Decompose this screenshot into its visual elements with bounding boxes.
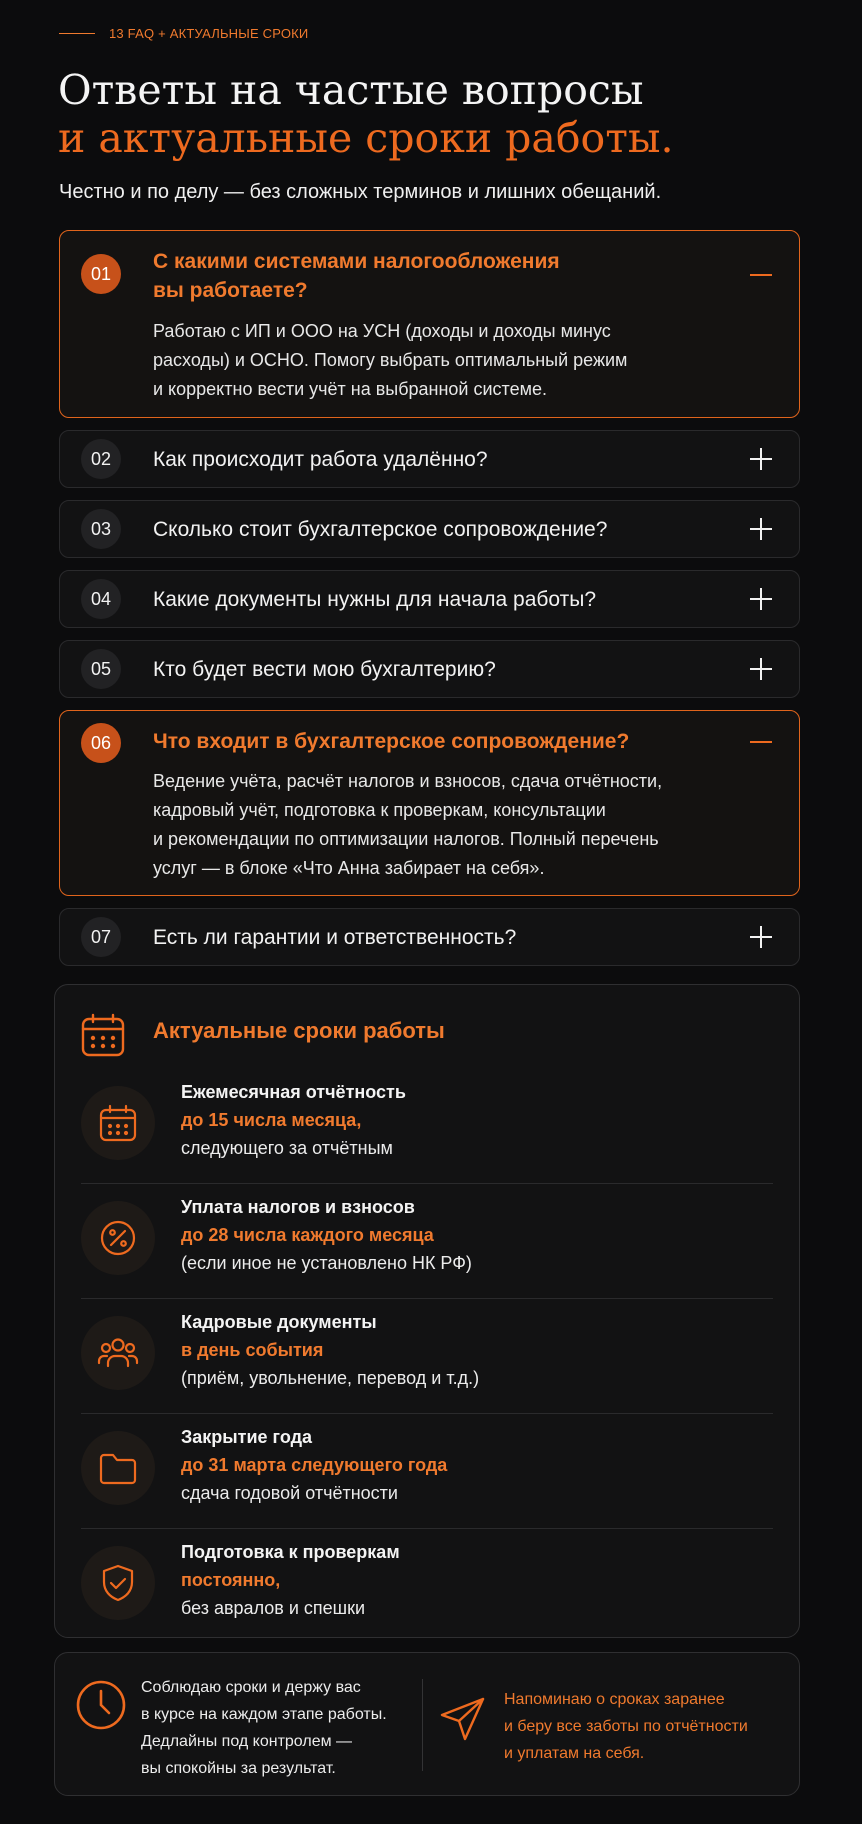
deadline-row	[81, 1414, 773, 1529]
faq-answer-line: расходы) и ОСНО. Помогу выбрать оптимальный режим	[153, 350, 628, 370]
deadline-term: постоянно,	[181, 1570, 281, 1590]
faq-question[interactable]: Что входит в бухгалтерское сопровождение?	[153, 730, 630, 753]
commitment-text	[141, 1674, 421, 1782]
paper-plane-icon	[439, 1695, 487, 1743]
deadline-note: (если иное не установлено НК РФ)	[181, 1253, 472, 1273]
reminder-text	[504, 1686, 789, 1767]
plus-icon[interactable]	[750, 588, 772, 610]
faq-answer	[153, 767, 753, 883]
deadline-label: Кадровые документы	[181, 1312, 377, 1332]
faq-answer-line: Работаю с ИП и ООО на УСН (доходы и доходы минус	[153, 321, 611, 341]
calendar-icon	[81, 1086, 155, 1160]
faq-number: 03	[81, 509, 121, 549]
faq-answer-line: и корректно вести учёт на выбранной системе.	[153, 379, 547, 399]
collapse-icon[interactable]	[750, 264, 772, 286]
deadline-term: до 15 числа месяца,	[181, 1110, 362, 1130]
title-line-2: и актуальные сроки работы.	[58, 114, 674, 162]
eyebrow-line	[59, 33, 95, 34]
faq-answer-line: кадровый учёт, подготовка к проверкам, консультации	[153, 800, 606, 820]
deadline-row	[81, 1184, 773, 1299]
shield-check-icon	[81, 1546, 155, 1620]
deadlines-title: Актуальные сроки работы	[153, 1018, 445, 1043]
deadline-note: (приём, увольнение, перевод и т.д.)	[181, 1368, 480, 1388]
deadline-row	[81, 1299, 773, 1414]
faq-item-01[interactable]	[59, 230, 800, 418]
section-eyebrow	[59, 26, 308, 41]
page-title	[58, 66, 674, 162]
faq-answer-line: и рекомендации по оптимизации налогов. Полный перечень	[153, 829, 659, 849]
plus-icon[interactable]	[750, 518, 772, 540]
deadline-label: Ежемесячная отчётность	[181, 1082, 406, 1102]
faq-question-line-1: С какими системами налогообложения	[153, 250, 560, 273]
deadline-note: без авралов и спешки	[181, 1598, 366, 1618]
faq-item-02[interactable]	[59, 430, 800, 488]
faq-question[interactable]: Сколько стоит бухгалтерское сопровождение?	[153, 518, 608, 541]
deadline-note: сдача годовой отчётности	[181, 1483, 398, 1503]
calendar-icon	[80, 1012, 126, 1058]
faq-item-04[interactable]	[59, 570, 800, 628]
plus-icon[interactable]	[750, 658, 772, 680]
faq-number: 06	[81, 723, 121, 763]
commitment-line: в курсе на каждом этапе работы.	[141, 1706, 387, 1723]
faq-number: 07	[81, 917, 121, 957]
faq-question[interactable]	[153, 247, 560, 305]
reminder-line: и беру все заботы по отчётности	[504, 1718, 748, 1735]
reminder-line: и уплатам на себя.	[504, 1745, 645, 1762]
faq-answer-line: Ведение учёта, расчёт налогов и взносов, сдача отчётности,	[153, 771, 663, 791]
collapse-icon[interactable]	[750, 731, 772, 753]
plus-icon[interactable]	[750, 448, 772, 470]
faq-number: 05	[81, 649, 121, 689]
commitment-line: Соблюдаю сроки и держу вас	[141, 1679, 361, 1696]
deadline-term: до 31 марта следующего года	[181, 1455, 448, 1475]
faq-answer	[153, 317, 713, 404]
faq-item-06[interactable]	[59, 710, 800, 896]
deadline-label: Уплата налогов и взносов	[181, 1197, 415, 1217]
deadline-row	[81, 1529, 773, 1644]
deadline-term: до 28 числа каждого месяца	[181, 1225, 434, 1245]
faq-question[interactable]: Есть ли гарантии и ответственность?	[153, 926, 517, 949]
faq-number: 04	[81, 579, 121, 619]
deadlines-card	[54, 984, 800, 1638]
faq-number: 02	[81, 439, 121, 479]
commitment-line: Дедлайны под контролем —	[141, 1733, 353, 1750]
clock-icon	[75, 1679, 127, 1731]
faq-question[interactable]: Как происходит работа удалённо?	[153, 448, 488, 471]
deadline-note: следующего за отчётным	[181, 1138, 393, 1158]
divider	[422, 1679, 423, 1771]
faq-number: 01	[81, 254, 121, 294]
folder-icon	[81, 1431, 155, 1505]
plus-icon[interactable]	[750, 926, 772, 948]
faq-answer-line: услуг — в блоке «Что Анна забирает на себя».	[153, 858, 545, 878]
deadline-row	[81, 1069, 773, 1184]
eyebrow-text: 13 FAQ + АКТУАЛЬНЫЕ СРОКИ	[109, 26, 309, 41]
faq-item-07[interactable]	[59, 908, 800, 966]
faq-item-05[interactable]	[59, 640, 800, 698]
faq-question-line-2: вы работаете?	[153, 279, 308, 302]
faq-item-03[interactable]	[59, 500, 800, 558]
percent-icon	[81, 1201, 155, 1275]
faq-question[interactable]: Кто будет вести мою бухгалтерию?	[153, 658, 496, 681]
title-line-1: Ответы на частые вопросы	[58, 66, 644, 114]
page-subtitle: Честно и по делу — без сложных терминов и лишних обещаний.	[59, 181, 662, 203]
faq-question[interactable]: Какие документы нужны для начала работы?	[153, 588, 597, 611]
commitment-card	[54, 1652, 800, 1796]
deadline-label: Подготовка к проверкам	[181, 1542, 400, 1562]
commitment-line: вы спокойны за результат.	[141, 1760, 336, 1777]
deadline-term: в день события	[181, 1340, 324, 1360]
people-icon	[81, 1316, 155, 1390]
deadline-label: Закрытие года	[181, 1427, 313, 1447]
reminder-line: Напоминаю о сроках заранее	[504, 1691, 725, 1708]
